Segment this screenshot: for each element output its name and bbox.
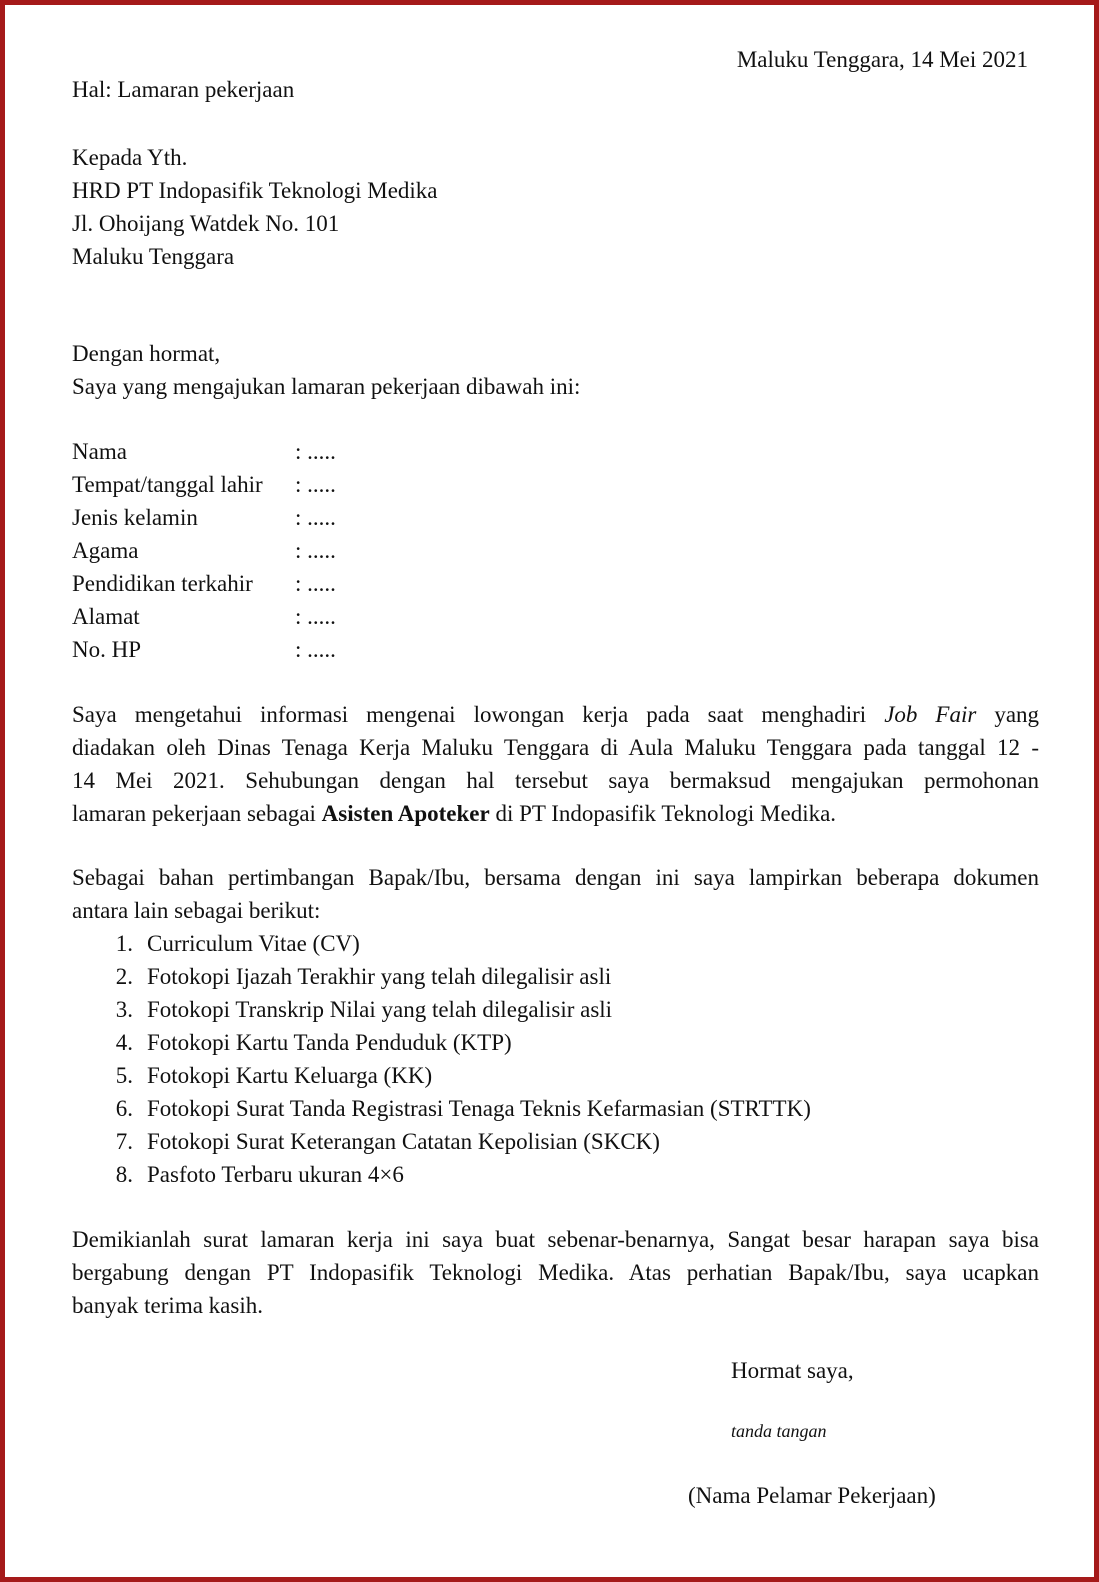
field-label: Pendidikan terkahir bbox=[72, 571, 253, 596]
paragraph-line: Sebagai bahan pertimbangan Bapak/Ibu, bersama dengan ini saya lampirkan beberapa dokumen bbox=[72, 865, 1039, 890]
paragraph-line: bergabung dengan PT Indopasifik Teknologi Medika. Atas perhatian Bapak/Ibu, saya ucapkan bbox=[72, 1260, 1039, 1285]
text-span: lamaran pekerjaan sebagai bbox=[72, 801, 316, 826]
field-label: Agama bbox=[72, 538, 139, 563]
paragraph-attachments bbox=[72, 861, 1039, 927]
list-number: 4. bbox=[115, 1030, 133, 1055]
field-label: Alamat bbox=[72, 604, 140, 629]
list-item: Fotokopi Transkrip Nilai yang telah dilegalisir asli bbox=[147, 997, 613, 1022]
field-value: : ..... bbox=[295, 571, 336, 596]
field-label: Tempat/tanggal lahir bbox=[72, 472, 263, 497]
signer-name: (Nama Pelamar Pekerjaan) bbox=[688, 1483, 936, 1508]
paragraph-line bbox=[72, 698, 1039, 731]
list-item: Fotokopi Surat Tanda Registrasi Tenaga Teknis Kefarmasian (STRTTK) bbox=[147, 1096, 811, 1121]
text-span: Saya mengetahui informasi mengenai lowongan kerja pada saat menghadiri bbox=[72, 702, 867, 727]
paragraph-closing bbox=[72, 1223, 1039, 1322]
paragraph-line bbox=[72, 797, 1039, 830]
field-value: : ..... bbox=[295, 472, 336, 497]
signoff: Hormat saya, bbox=[731, 1358, 854, 1383]
paragraph-line: banyak terima kasih. bbox=[72, 1293, 263, 1318]
field-label: Jenis kelamin bbox=[72, 505, 198, 530]
text-span: yang bbox=[994, 702, 1040, 727]
signature-placeholder: tanda tangan bbox=[731, 1421, 827, 1441]
text-span: di PT Indopasifik Teknologi Medika. bbox=[495, 801, 837, 826]
field-label: No. HP bbox=[72, 637, 142, 662]
list-number: 5. bbox=[115, 1063, 133, 1088]
paragraph-line: diadakan oleh Dinas Tenaga Kerja Maluku Tenggara di Aula Maluku Tenggara pada tanggal 12 - bbox=[72, 735, 1039, 760]
field-value: : ..... bbox=[295, 505, 336, 530]
list-item: Fotokopi Surat Keterangan Catatan Kepolisian (SKCK) bbox=[147, 1129, 660, 1154]
list-number: 7. bbox=[115, 1129, 133, 1154]
letter-date: Maluku Tenggara, 14 Mei 2021 bbox=[736, 47, 1028, 72]
greeting: Dengan hormat, bbox=[72, 341, 221, 366]
list-item: Fotokopi Kartu Tanda Penduduk (KTP) bbox=[147, 1030, 512, 1055]
list-item: Fotokopi Kartu Keluarga (KK) bbox=[147, 1063, 433, 1088]
recipient-line: Kepada Yth. bbox=[72, 145, 188, 170]
field-label: Nama bbox=[72, 439, 127, 464]
field-value: : ..... bbox=[295, 439, 336, 464]
field-value: : ..... bbox=[295, 538, 336, 563]
field-value: : ..... bbox=[295, 637, 336, 662]
list-number: 2. bbox=[115, 964, 133, 989]
list-number: 8. bbox=[115, 1162, 133, 1187]
paragraph-line: 14 Mei 2021. Sehubungan dengan hal tersebut saya bermaksud mengajukan permohonan bbox=[72, 768, 1039, 793]
recipient-line: Jl. Ohoijang Watdek No. 101 bbox=[72, 211, 340, 236]
paragraph-line: Demikianlah surat lamaran kerja ini saya buat sebenar-benarnya, Sangat besar harapan saya bisa bbox=[72, 1227, 1039, 1252]
letter-subject: Hal: Lamaran pekerjaan bbox=[72, 77, 295, 102]
recipient-line: HRD PT Indopasifik Teknologi Medika bbox=[72, 178, 438, 203]
intro-text: Saya yang mengajukan lamaran pekerjaan dibawah ini: bbox=[72, 374, 581, 399]
paragraph-job-fair bbox=[72, 698, 1039, 830]
recipient-line: Maluku Tenggara bbox=[72, 244, 235, 269]
list-item: Curriculum Vitae (CV) bbox=[147, 931, 360, 956]
list-item: Fotokopi Ijazah Terakhir yang telah dilegalisir asli bbox=[147, 964, 612, 989]
bold-text: Asisten Apoteker bbox=[321, 801, 490, 826]
italic-text: Job Fair bbox=[884, 702, 977, 727]
field-value: : ..... bbox=[295, 604, 336, 629]
list-number: 3. bbox=[115, 997, 133, 1022]
paragraph-line: antara lain sebagai berikut: bbox=[72, 898, 321, 923]
list-item: Pasfoto Terbaru ukuran 4×6 bbox=[147, 1162, 404, 1187]
list-number: 1. bbox=[115, 931, 133, 956]
list-number: 6. bbox=[115, 1096, 133, 1121]
